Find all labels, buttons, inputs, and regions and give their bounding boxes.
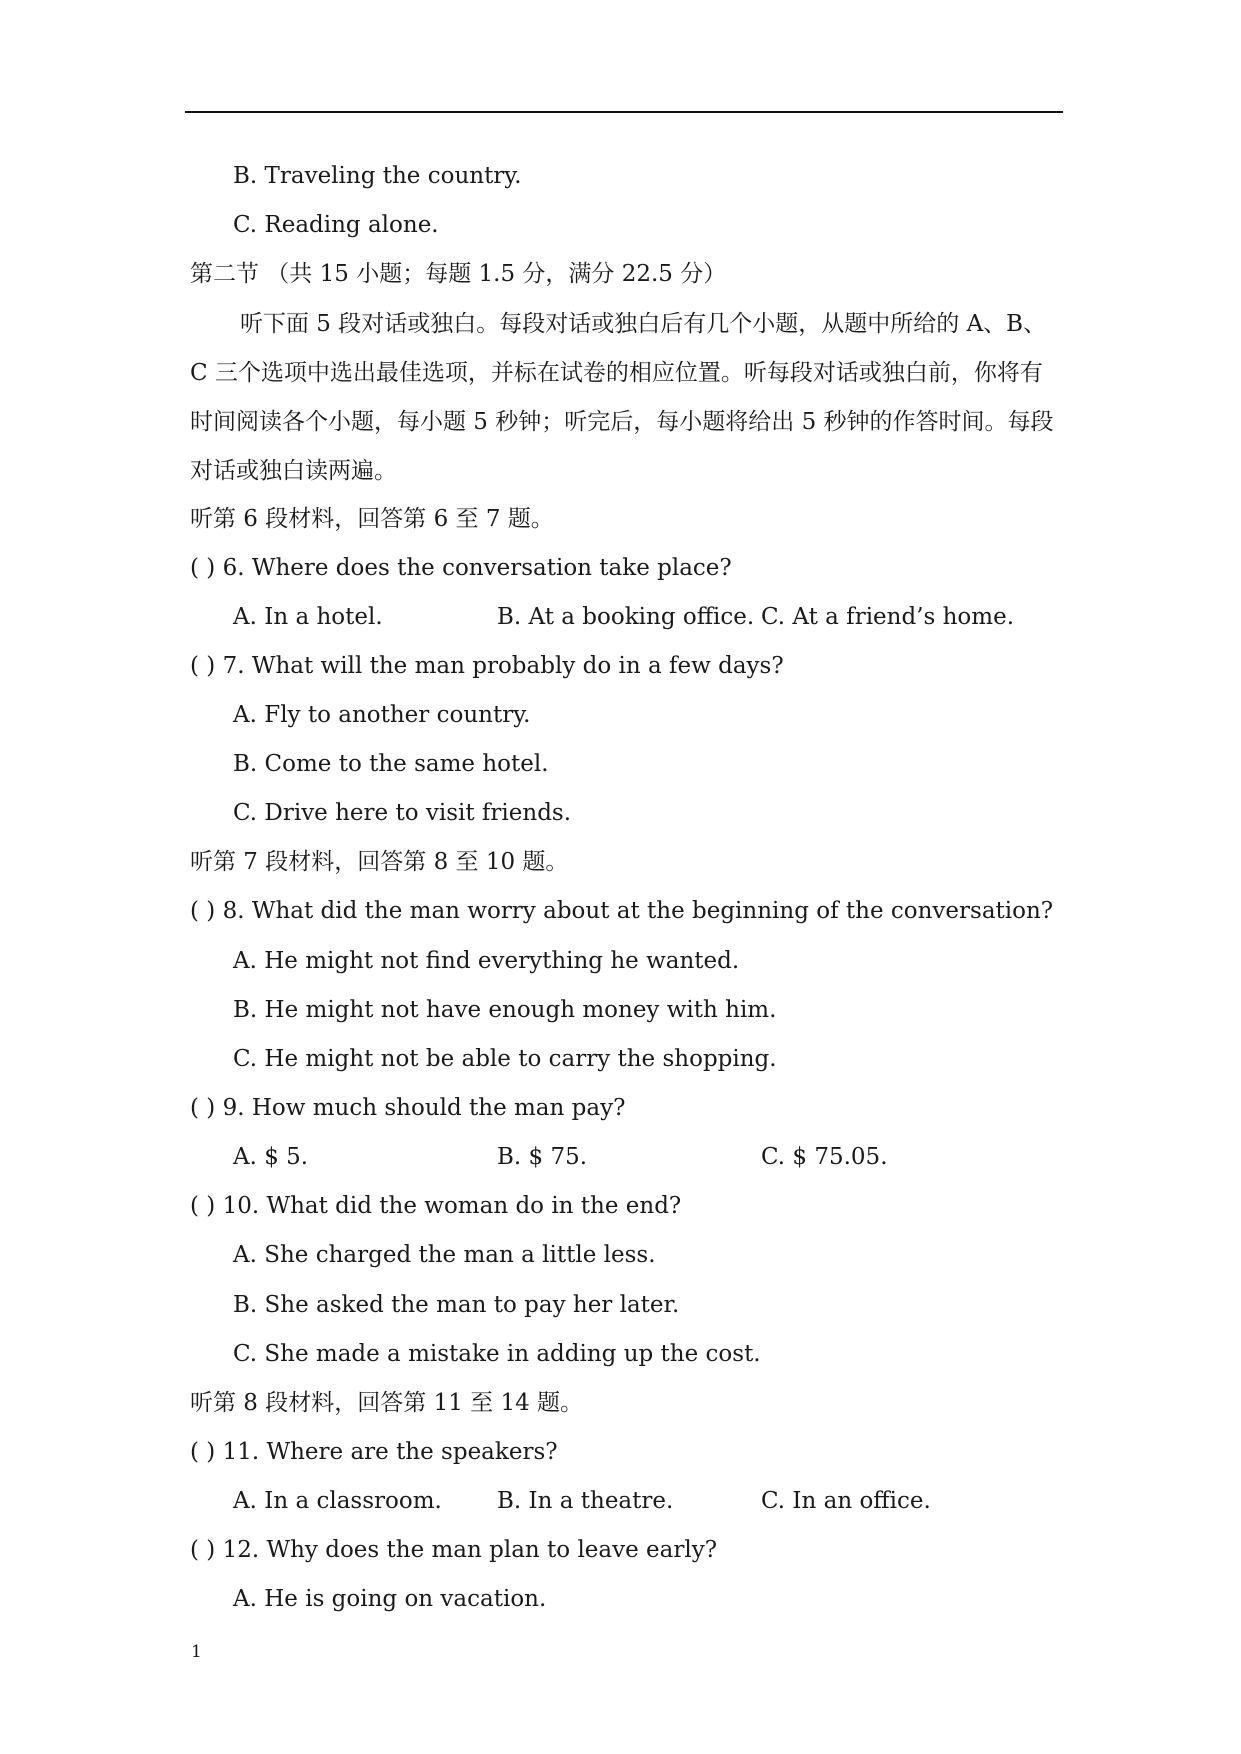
material-8-heading: 听第 8 段材料，回答第 11 至 14 题。 [190, 1390, 584, 1416]
question-9: ( ) 9. How much should the man pay? [190, 1095, 626, 1121]
section-heading: 第二节 （共 15 小题；每题 1.5 分，满分 22.5 分） [190, 261, 727, 287]
q11-option-c: C. In an office. [761, 1488, 931, 1514]
question-6: ( ) 6. Where does the conversation take place? [190, 555, 732, 581]
q7-option-c: C. Drive here to visit friends. [233, 800, 572, 826]
option-c-line: C. Reading alone. [233, 212, 439, 238]
q7-option-a: A. Fly to another country. [233, 702, 531, 728]
q11-option-a: A. In a classroom. [233, 1488, 442, 1514]
material-7-heading: 听第 7 段材料，回答第 8 至 10 题。 [190, 849, 569, 875]
q10-option-c: C. She made a mistake in adding up the cost. [233, 1341, 761, 1367]
q7-option-b: B. Come to the same hotel. [233, 751, 549, 777]
q8-option-b: B. He might not have enough money with him. [233, 997, 777, 1023]
q6-option-c: C. At a friend’s home. [761, 604, 1015, 630]
question-7: ( ) 7. What will the man probably do in a few days? [190, 653, 784, 679]
q12-option-a: A. He is going on vacation. [233, 1586, 547, 1612]
material-6-heading: 听第 6 段材料，回答第 6 至 7 题。 [190, 506, 554, 532]
q9-option-a: A. $ 5. [233, 1144, 309, 1170]
question-10: ( ) 10. What did the woman do in the end? [190, 1193, 682, 1219]
q10-option-a: A. She charged the man a little less. [233, 1242, 656, 1268]
q9-option-b: B. $ 75. [497, 1144, 588, 1170]
q8-option-a: A. He might not find everything he wanted. [233, 948, 740, 974]
question-11: ( ) 11. Where are the speakers? [190, 1439, 558, 1465]
q6-option-a: A. In a hotel. [233, 604, 383, 630]
question-12: ( ) 12. Why does the man plan to leave early? [190, 1537, 718, 1563]
option-b-line: B. Traveling the country. [233, 163, 522, 189]
q8-option-c: C. He might not be able to carry the shopping. [233, 1046, 777, 1072]
page-number: 1 [191, 1642, 202, 1662]
instructions-text: 听下面 5 段对话或独白。每段对话或独白后有几个小题，从题中所给的 A、B、C 三个选项中选出最佳选项，并标在试卷的相应位置。听每段对话或独白前，你将有时间阅读各个小题，每小题 5 秒钟；听完后，每小题将给出 5 秒钟的作答时间。每段对话或独白读两遍。 [190, 311, 1054, 484]
header-rule [185, 111, 1063, 113]
q9-option-c: C. $ 75.05. [761, 1144, 888, 1170]
q10-option-b: B. She asked the man to pay her later. [233, 1292, 680, 1318]
q6-option-b: B. At a booking office. [497, 604, 755, 630]
question-8: ( ) 8. What did the man worry about at the beginning of the conversation? [190, 898, 1054, 924]
q11-option-b: B. In a theatre. [497, 1488, 674, 1514]
instructions-paragraph [190, 300, 1060, 496]
